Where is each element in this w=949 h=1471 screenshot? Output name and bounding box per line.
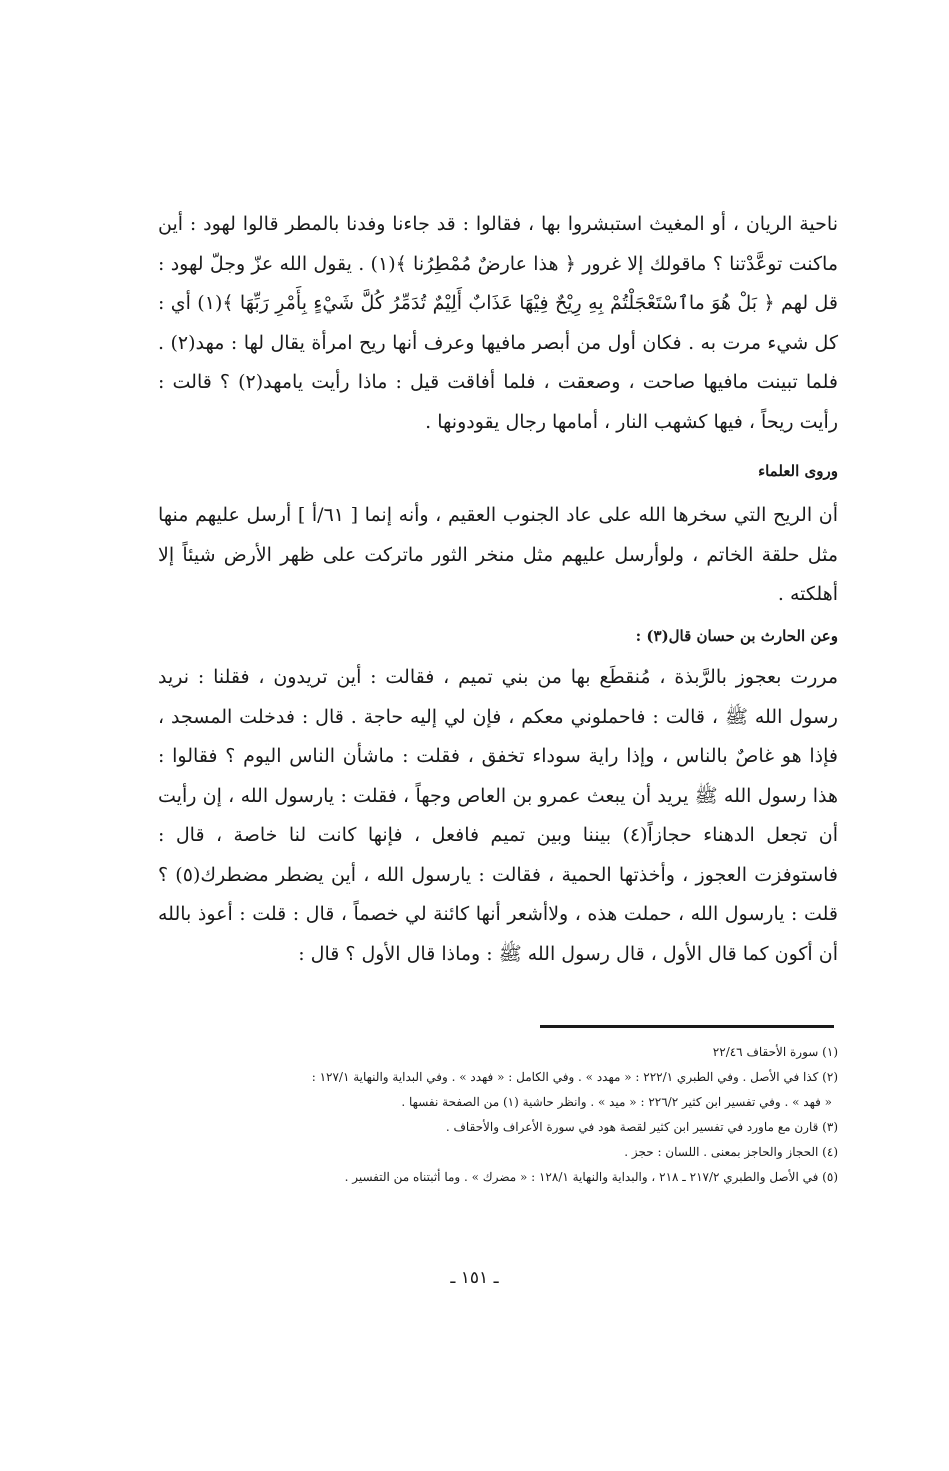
footnote-1: (١) سورة الأحقاف ٢٢/٤٦ [712,1045,838,1059]
footnote-3: (٣) قارن مع ماورد في تفسير ابن كثير لقصة هود في سورة الأعراف والأحقاف . [445,1120,838,1134]
paragraph-1: ناحية الريان ، أو المغيث استبشروا بها ، فقالوا : قد جاءنا وفدنا بالمطر قالوا لهود : أين ماكنت توعَّدْتنا ؟ ماقولك إلا غرور ﴿ هذا عارضٌ مُمْطِرُنا ﴾(١) . يقول الله عزّ وجلّ لهود : قل لهم ﴿ بَلْ هُوَ ماٱسْتَعْجَلْتُمْ بِهِ رِيْحٌ فِيْهَا عَذَابٌ أَلِيْمٌ تُدَمِّرُ كُلَّ شَيْءٍ بِأَمْرِ رَبِّهَا ﴾(١) أي : كل شيء مرت به . فكان أول من أبصر مافيها وعرف أنها ريح امرأة يقال لها : مهد(٢) . فلما تبينت مافيها صاحت ، وصعقت ، فلما أفاقت قيل : ماذا رأيت يامهد(٢) ؟ قالت : رأيت ريحاً ، فيها كشهب النار ، أمامها رجال يقودونها . [158,213,839,433]
footnotes [150,1040,838,1190]
footnote-divider [540,1025,834,1028]
footnote-4: (٤) الحجاز والحاجز بمعنى . اللسان : حجز . [624,1145,838,1159]
section-heading-ulama: وروى العلماء [758,462,838,480]
paragraph-2: أن الريح التي سخرها الله على عاد الجنوب العقيم ، وأنه إنما [ ٦١/أ ] أرسل عليهم منها مثل حلقة الخاتم ، ولوأرسل عليهم مثل منخر الثور ماتركت على ظهر الأرض شيئاً إلا أهلكته . [158,504,838,605]
footnote-2: (٢) كذا في الأصل . وفي الطبري ٢٢٢/١ : « مهدد » . وفي الكامل : « فهدد » . وفي البداية والنهاية ١٢٧/١ : [311,1070,838,1084]
page-number: ـ ١٥١ ـ [450,1268,499,1288]
footnote-5: (٥) في الأصل والطبري ٢١٧/٢ ـ ٢١٨ ، والبداية والنهاية ١٢٨/١ : « مضرك » . وما أثبتناه من التفسير . [344,1170,838,1184]
paragraph-3: مررت بعجوز بالرَّبذة ، مُنقطَع بها من بني تميم ، فقالت : أين تريدون ، فقلنا : نريد رسول الله ﷺ ، قالت : فاحملوني معكم ، فإن لي إليه حاجة . قال : فدخلت المسجد ، فإذا هو غاصٌ بالناس ، وإذا راية سوداء تخفق ، فقلت : ماشأن الناس اليوم ؟ فقالوا : هذا رسول الله ﷺ يريد أن يبعث عمرو بن العاص وجهاً ، فقلت : يارسول الله ، إن رأيت أن تجعل الدهناء حجازاً(٤) بيننا وبين تميم فافعل ، فإنها كانت لنا خاصة ، قال : فاستوفزت العجوز ، وأخذتها الحمية ، فقالت : يارسول الله ، أين يضطر مضطرك(٥) ؟ قلت : يارسول الله ، حملت هذه ، ولاأشعر أنها كائنة لي خصماً ، قال : قلت : أعوذ بالله أن أكون كما قال الأول ، قال رسول الله ﷺ : وماذا قال الأول ؟ قال : [158,666,838,965]
footnote-2-continued: « فهد » . وفي تفسير ابن كثير ٢٢٦/٢ : « ميد » . وانظر حاشية (١) من الصفحة نفسها . [401,1095,832,1109]
section-heading-harith: وعن الحارث بن حسان قال(٣) : [635,627,838,645]
